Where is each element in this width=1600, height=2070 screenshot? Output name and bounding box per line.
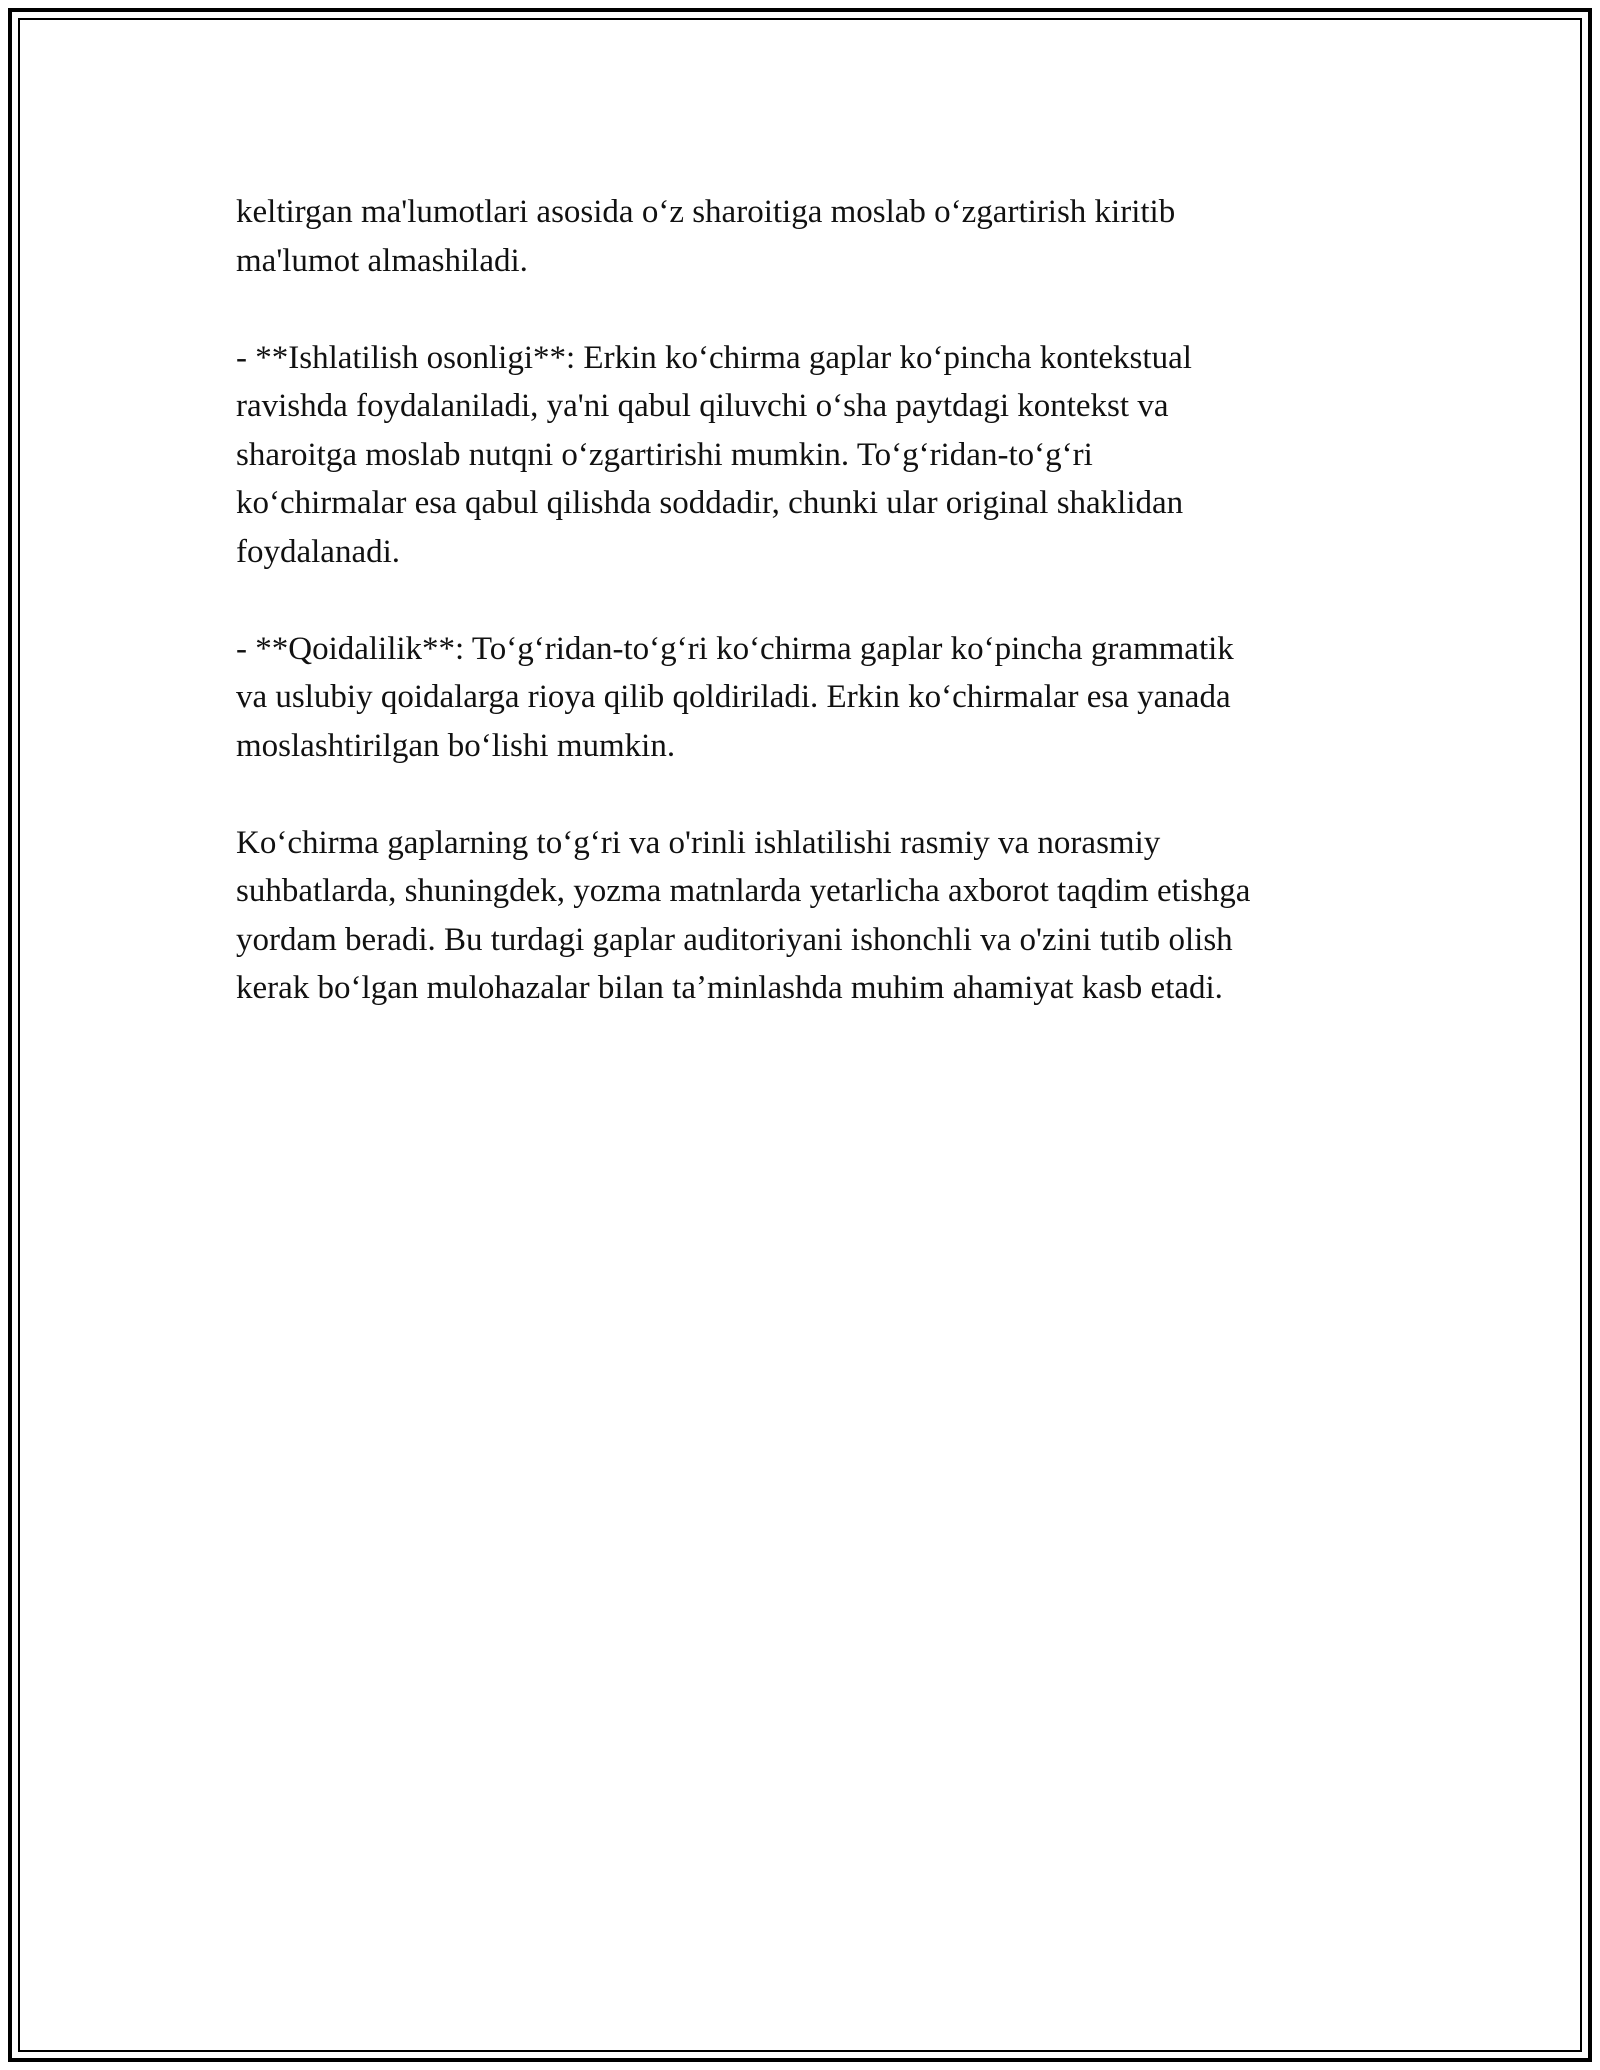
paragraph-conclusion [236, 819, 1376, 1013]
text-line: moslashtirilgan boʻlishi mumkin. [236, 727, 676, 764]
text-line: keltirgan ma'lumotlari asosida oʻz sharoitiga moslab oʻzgartirish kiritib [236, 194, 1176, 230]
text-line: yordam beradi. Bu turdagi gaplar auditoriyani ishonchli va o'zini tutib olish [236, 921, 1233, 958]
text-line: va uslubiy qoidalarga rioya qilib qoldiriladi. Erkin koʻchirmalar esa yanada [236, 679, 1231, 715]
paragraph-continuation [236, 188, 1376, 285]
text-line: - **Qoidalilik**: Toʻgʻridan-toʻgʻri koʻchirma gaplar koʻpincha grammatik [236, 630, 1234, 667]
text-line: koʻchirmalar esa qabul qilishda soddadir, chunki ular original shaklidan [236, 485, 1184, 521]
text-line: sharoitga moslab nutqni oʻzgartirishi mumkin. Toʻgʻridan-toʻgʻri [236, 436, 1093, 473]
text-line: foydalanadi. [236, 533, 401, 570]
text-line: ma'lumot almashiladi. [236, 242, 528, 279]
document-body [236, 188, 1376, 1061]
text-line: ravishda foydalaniladi, ya'ni qabul qiluvchi oʻsha paytdagi kontekst va [236, 388, 1169, 424]
text-line: - **Ishlatilish osonligi**: Erkin koʻchirma gaplar koʻpincha kontekstual [236, 339, 1192, 376]
text-line: suhbatlarda, shuningdek, yozma matnlarda yetarlicha axborot taqdim etishga [236, 873, 1251, 909]
text-line: Koʻchirma gaplarning toʻgʻri va o'rinli ishlatilishi rasmiy va norasmiy [236, 824, 1161, 861]
paragraph-ease-of-use [236, 334, 1376, 577]
text-line: kerak boʻlgan mulohazalar bilan taʼminlashda muhim ahamiyat kasb etadi. [236, 970, 1223, 1006]
paragraph-rules [236, 625, 1376, 771]
